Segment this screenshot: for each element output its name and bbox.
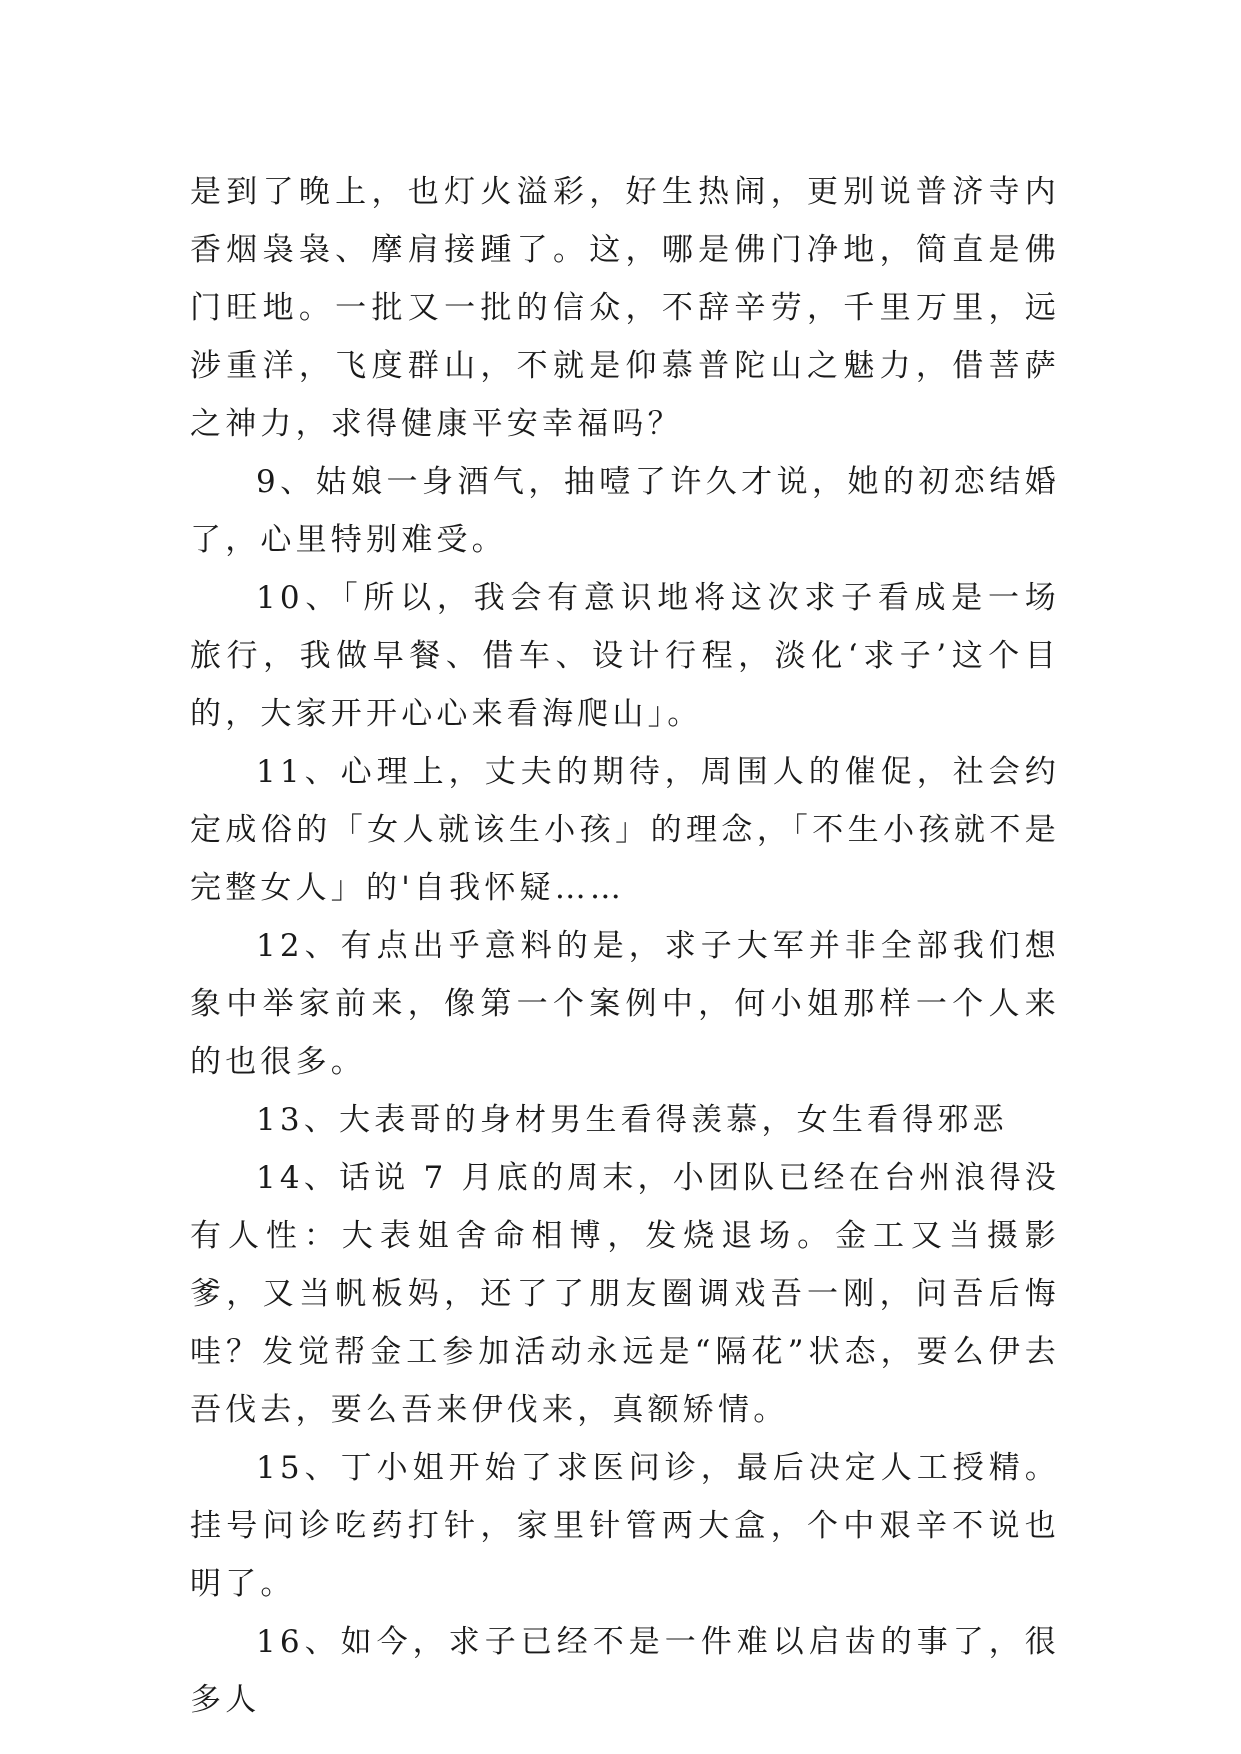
paragraph-item-10: 10、「所以，我会有意识地将这次求子看成是一场旅行，我做早餐、借车、设计行程，淡化‘求子’这个目的，大家开开心心来看海爬山」。 [190,580,1060,732]
document-body [190,163,1060,1729]
paragraph-item-15: 15、丁小姐开始了求医问诊，最后决定人工授精。挂号问诊吃药打针，家里针管两大盒，个中艰辛不说也明了。 [190,1450,1060,1602]
paragraph-item-9: 9、姑娘一身酒气，抽噎了许久才说，她的初恋结婚了，心里特别难受。 [190,464,1060,558]
paragraph-item-11: 11、心理上，丈夫的期待，周围人的催促，社会约定成俗的「女人就该生小孩」的理念，「不生小孩就不是完整女人」的'自我怀疑…… [190,754,1060,906]
paragraph-item-12: 12、有点出乎意料的是，求子大军并非全部我们想象中举家前来，像第一个案例中，何小姐那样一个人来的也很多。 [190,928,1060,1080]
paragraph-continuation: 是到了晚上，也灯火溢彩，好生热闹，更别说普济寺内香烟袅袅、摩肩接踵了。这，哪是佛门净地，简直是佛门旺地。一批又一批的信众，不辞辛劳，千里万里，远涉重洋，飞度群山，不就是仰慕普陀山之魅力，借菩萨之神力，求得健康平安幸福吗？ [190,174,1060,442]
paragraph-item-13: 13、大表哥的身材男生看得羡慕，女生看得邪恶 [256,1102,1008,1138]
paragraph-item-14: 14、话说 7 月底的周末，小团队已经在台州浪得没有人性：大表姐舍命相博，发烧退场。金工又当摄影爹，又当帆板妈，还了了朋友圈调戏吾一刚，问吾后悔哇？发觉帮金工参加活动永远是“隔花”状态，要么伊去吾伐去，要么吾来伊伐来，真额矫情。 [190,1160,1060,1428]
paragraph-item-16: 16、如今，求子已经不是一件难以启齿的事了，很多人 [190,1624,1060,1718]
